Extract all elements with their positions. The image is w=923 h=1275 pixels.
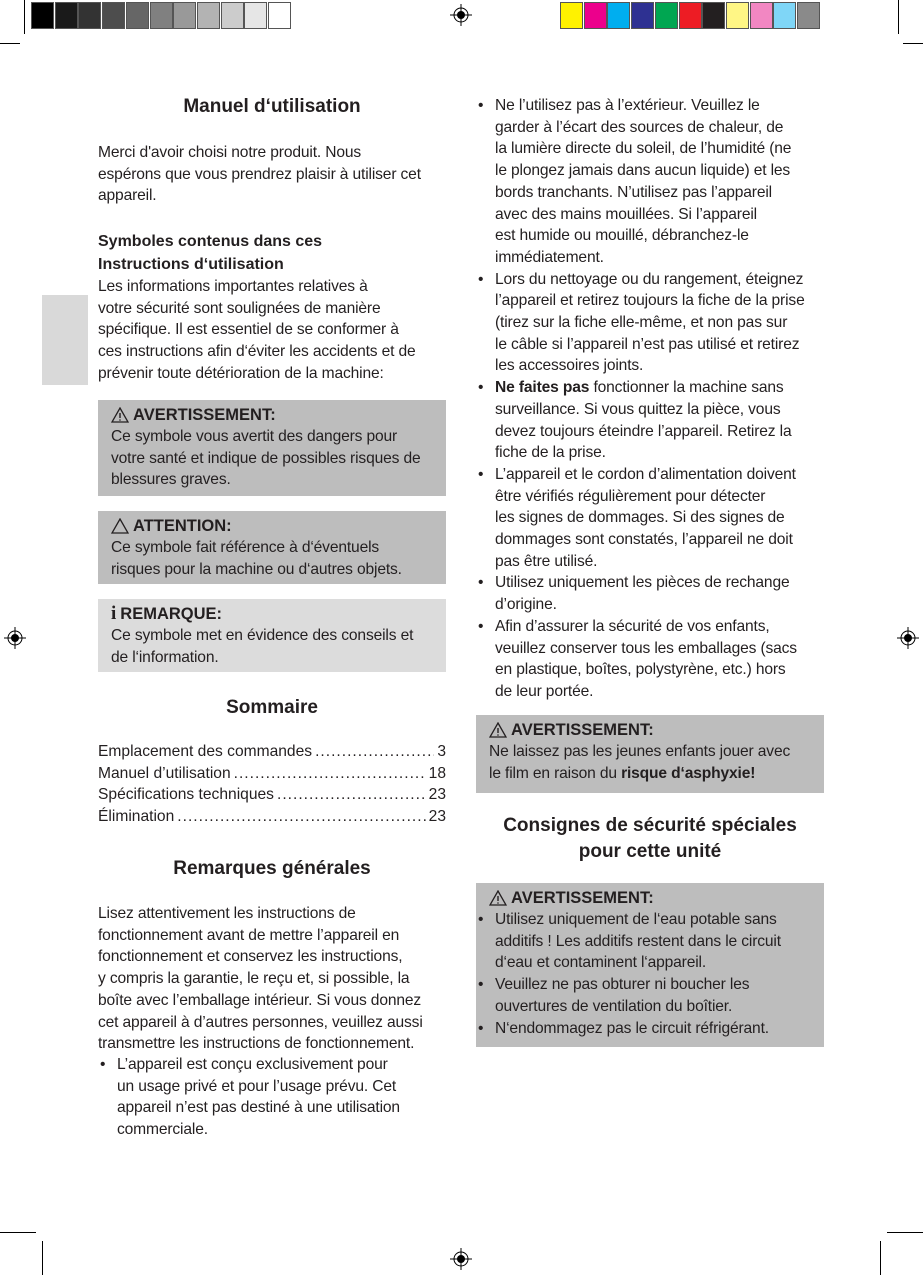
color-swatch [197,2,220,29]
special-title: Consignes de sécurité spéciales pour cette unité [503,815,797,862]
color-swatch [702,2,725,29]
symbols-text: Les informations importantes relatives à votre sécurité sont soulignées de manière spécifique. Il est essentiel de se conformer à ces instructions afin d‘éviter les accidents et de prévenir toute détérioration de la machine: [98,278,416,382]
warning-triangle-icon [111,407,129,423]
color-swatch [31,2,54,29]
warning-triangle-icon [489,890,507,906]
toc-entry[interactable] [98,741,446,763]
registration-mark-icon [897,627,919,649]
color-swatch [102,2,125,29]
color-swatch [173,2,196,29]
toc-page: 23 [428,786,446,804]
caution-triangle-icon [111,518,129,534]
color-swatch [150,2,173,29]
bullet-item: • Utilisez uniquement les pièces de rechange d’origine. [476,572,826,615]
color-swatch [797,2,820,29]
attention-title: ATTENTION: [133,517,232,535]
warning-emphasis: risque d‘asphyxie! [621,764,756,782]
color-swatch [560,2,583,29]
warning-title: AVERTISSEMENT: [133,406,276,424]
bullet-item: • Utilisez uniquement de l‘eau potable sans additifs ! Les additifs restent dans le circuit d‘eau et contaminent l‘appareil. [476,909,824,974]
toc-entry[interactable] [98,763,446,785]
color-swatch [55,2,78,29]
color-swatch [221,2,244,29]
crop-mark [42,1241,43,1275]
bold-phrase: Ne faites pas [495,379,590,397]
bullet-item: • Ne l’utilisez pas à l’extérieur. Veuillez le garder à l’écart des sources de chaleur, de la lumière directe du soleil, de l’humidité (ne le plongez jamais dans aucun liquide) et les bords tranchants. N’utilisez pas l’appareil avec des mains mouillées. Si l’appareil est humide ou mouillé, débranchez-le immédiatement. [476,95,826,269]
color-swatch [268,2,291,29]
intro-text: Merci d'avoir choisi notre produit. Nous espérons que vous prendrez plaisir à utiliser cet appareil. [98,144,421,205]
toc-label: Élimination [98,808,175,826]
special-warning-box [476,883,824,1047]
toc-label: Spécifications techniques [98,786,274,804]
general-title: Remarques générales [173,858,371,879]
bullet-item: • L’appareil et le cordon d’alimentation doivent être vérifiés régulièrement pour détecter les signes de dommages. Si des signes de dommages sont constatés, l’appareil ne doit pas être utilisé. [476,464,826,573]
color-swatch [78,2,101,29]
color-swatch [584,2,607,29]
crop-mark [24,0,25,34]
warning-text [489,741,824,784]
color-swatch [750,2,773,29]
warning-title: AVERTISSEMENT: [511,889,654,907]
warning-text: Ce symbole vous avertit des dangers pour votre santé et indique de possibles risques de blessures graves. [111,428,421,489]
bullet-item: • N‘endommagez pas le circuit réfrigérant. [476,1018,824,1040]
color-swatch [244,2,267,29]
language-tab [42,295,88,385]
note-title: REMARQUE: [120,605,223,623]
bullet-item: • Afin d’assurer la sécurité de vos enfants, veuillez conserver tous les emballages (sacs en plastique, boîtes, polystyrène, etc.) hors de leur portée. [476,616,826,703]
warning-title: AVERTISSEMENT: [511,721,654,739]
color-swatch [679,2,702,29]
registration-mark-icon [4,627,26,649]
bullet-item: • L’appareil est conçu exclusivement pour un usage privé et pour l’usage prévu. Cet appareil n’est pas destiné à une utilisation commerciale. [98,1054,448,1141]
toc-label: Manuel d’utilisation [98,764,231,782]
toc-page: 18 [428,764,446,782]
crop-mark [898,0,899,34]
bullet-item: • Veuillez ne pas obturer ni boucher les ouvertures de ventilation du boîtier. [476,974,824,1017]
crop-mark [0,43,20,44]
note-text: Ce symbole met en évidence des conseils et de l‘information. [111,627,414,666]
toc-entry[interactable] [98,806,446,828]
attention-box [98,511,446,584]
color-swatch [773,2,796,29]
table-of-contents [98,741,446,828]
color-swatch [655,2,678,29]
page-title: Manuel d‘utilisation [183,96,361,117]
attention-text: Ce symbole fait référence à d‘éventuels risques pour la machine ou d‘autres objets. [111,539,402,578]
registration-mark-icon [450,4,472,26]
crop-mark [887,1232,923,1233]
bullet-text: fonctionner la machine sans surveillance. Si vous quittez la pièce, vous devez toujours éteindre l’appareil. Retirez la fiche de la prise. [495,379,792,462]
color-swatch [726,2,749,29]
bullet-item [476,377,826,464]
crop-mark [880,1241,881,1275]
note-box [98,599,446,672]
crop-mark [903,43,923,44]
bullet-item: • Lors du nettoyage ou du rangement, éteignez l’appareil et retirez toujours la fiche de la prise (tirez sur la fiche elle-même, et non pas sur le câble si l’appareil n’est pas utilisé et retirez les accessoires joints. [476,269,826,378]
toc-label: Emplacement des commandes [98,743,313,760]
general-text: Lisez attentivement les instructions de fonctionnement avant de mettre l’appareil en fonctionnement et conservez les instructions, y compris la garantie, le reçu et, si possible, la boîte avec l’emballage intérieur. Si vous donnez cet appareil à d’autres personnes, veuillez aussi transmettre les instructions de fonctionnement. [98,905,423,1053]
color-swatch [126,2,149,29]
safety-bullets [476,95,826,703]
toc-page: 23 [428,808,446,826]
color-swatch [607,2,630,29]
crop-mark [0,1232,36,1233]
toc-title: Sommaire [226,697,318,718]
warning-box [98,400,446,496]
color-swatch [631,2,654,29]
warning-body: Ne laissez pas les jeunes enfants jouer avec le film en raison du [489,743,791,782]
warning-triangle-icon [489,722,507,738]
toc-entry[interactable] [98,784,446,806]
info-icon: i [111,603,117,624]
toc-page: 3 [437,743,446,760]
registration-mark-icon [450,1248,472,1270]
symbols-heading: Symboles contenus dans ces Instructions d‘utilisation [98,233,323,273]
child-warning-box [476,715,824,793]
